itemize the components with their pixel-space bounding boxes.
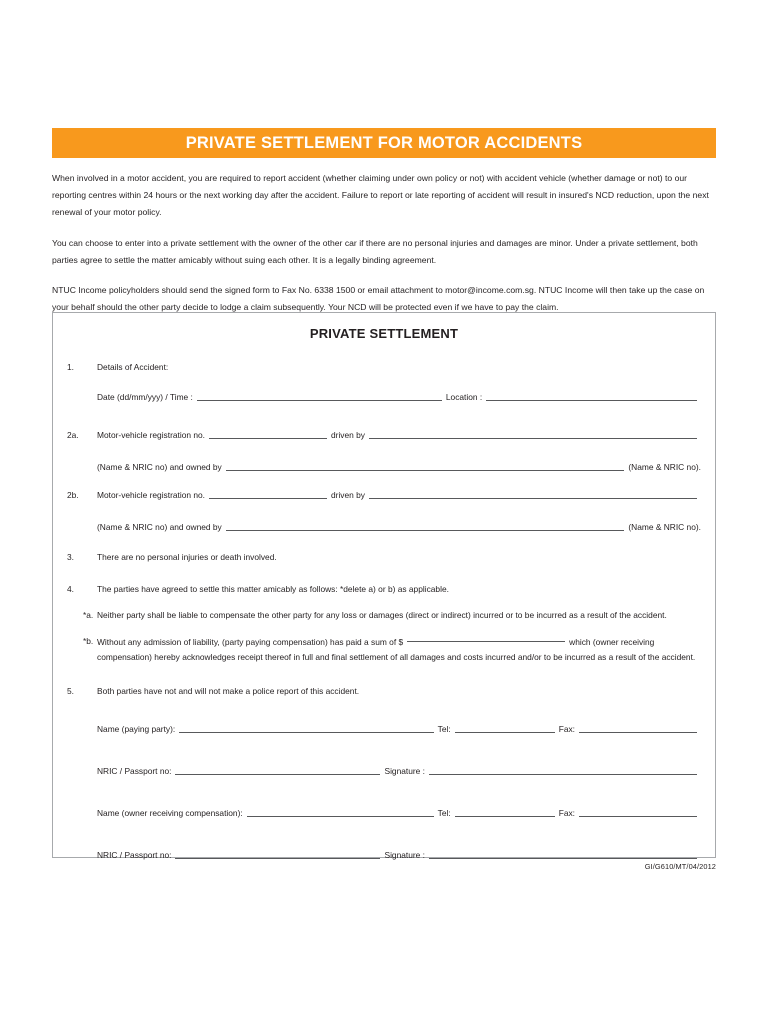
spacer [67, 735, 701, 765]
item-4a-text: Neither party shall be liable to compensate the other party for any loss or damages (direct or indirect) incurred or to be incurred as a result of the accident. [97, 610, 667, 620]
page-title: PRIVATE SETTLEMENT FOR MOTOR ACCIDENTS [185, 133, 583, 152]
paying-party-nric-input-line[interactable] [175, 773, 380, 775]
spacer [67, 777, 701, 807]
location-input-line[interactable] [486, 399, 697, 401]
intro-paragraph-1: When involved in a motor accident, you are required to report accident (whether claiming under own policy or not) with accident vehicle (whether damage or not) to our reporting centres within 24 hours or the next working day after the accident. Failure to report or late reporting of accident will result in insured's NCD reduction, upon the next renewal of your motor policy. [52, 173, 709, 218]
intro-paragraph-3: NTUC Income policyholders should send the signed form to Fax No. 6338 1500 or email attachment to motor@income.com.sg. NTUC Income will then take up the case on your behalf should the other party decide to lodge a claim subsequently. Your NCD will be protected even if we have to pay the claim. [52, 285, 705, 313]
receiving-party-tel-label: Tel: [437, 808, 451, 818]
spacer [67, 473, 701, 489]
form-item-2b-owner-row [67, 521, 701, 533]
form-item-2b-vehicle-row [67, 489, 701, 501]
paying-party-fax-label: Fax: [558, 724, 575, 734]
item-2b-driven-by-label: driven by [331, 490, 365, 500]
paying-party-fax-input-line[interactable] [579, 731, 697, 733]
spacer [67, 403, 701, 429]
item-1-heading-label: Details of Accident: [97, 362, 169, 372]
receiving-party-fax-input-line[interactable] [579, 815, 697, 817]
item-4b-text-wrapper [97, 635, 701, 665]
spacer [67, 595, 701, 609]
spacer [67, 819, 701, 849]
item-5-text: Both parties have not and will not make a police report of this accident. [97, 686, 360, 696]
item-2a-owned-by-label: (Name & NRIC no) and owned by [97, 462, 222, 472]
spacer [67, 665, 701, 685]
item-5-number: 5. [67, 686, 74, 696]
item-2b-number: 2b. [67, 490, 79, 500]
item-4b-number: *b. [83, 636, 94, 646]
date-time-label: Date (dd/mm/yyy) / Time : [97, 392, 193, 402]
item-2a-name-nric-suffix: (Name & NRIC no). [628, 462, 701, 472]
item-2b-driver-input-line[interactable] [369, 497, 697, 499]
form-item-2a-owner-row [67, 461, 701, 473]
form-item-2a-vehicle-row [67, 429, 701, 441]
paying-party-signature-label: Signature : [384, 766, 425, 776]
form-item-5-row [67, 685, 701, 697]
item-4b-amount-input-line[interactable] [407, 640, 565, 642]
receiving-party-nric-label: NRIC / Passport no: [97, 850, 172, 860]
spacer [67, 621, 701, 635]
item-2a-registration-label: Motor-vehicle registration no. [97, 430, 205, 440]
item-4b-text-after-amount: which (owner receiving compensation) hereby acknowledges receipt thereof in full and final settlement of all damages and costs incurred and/or to be incurred as a result of the accident. [97, 637, 696, 662]
location-label: Location : [445, 392, 483, 402]
item-2a-number: 2a. [67, 430, 79, 440]
item-2a-driver-input-line[interactable] [369, 437, 697, 439]
receiving-party-name-row [67, 807, 701, 819]
item-3-number: 3. [67, 552, 74, 562]
paying-party-name-label: Name (paying party): [97, 724, 176, 734]
form-heading: PRIVATE SETTLEMENT [309, 326, 459, 341]
item-4-text: The parties have agreed to settle this matter amicably as follows: *delete a) or b) as applicable. [97, 584, 449, 594]
spacer [67, 563, 701, 583]
item-2a-owner-input-line[interactable] [226, 469, 625, 471]
item-2b-name-nric-suffix: (Name & NRIC no). [628, 522, 701, 532]
spacer [67, 533, 701, 551]
form-fields-container [53, 361, 715, 861]
date-time-input-line[interactable] [197, 399, 442, 401]
receiving-party-signature-label: Signature : [384, 850, 425, 860]
form-item-1-date-location-row [67, 391, 701, 403]
paying-party-tel-label: Tel: [437, 724, 451, 734]
form-item-1-heading-row [67, 361, 701, 373]
receiving-party-name-label: Name (owner receiving compensation): [97, 808, 243, 818]
receiving-party-tel-input-line[interactable] [455, 815, 555, 817]
item-2b-registration-label: Motor-vehicle registration no. [97, 490, 205, 500]
item-2a-driven-by-label: driven by [331, 430, 365, 440]
receiving-party-nric-row [67, 849, 701, 861]
footer-document-code: GI/G610/MT/04/2012 [644, 862, 716, 871]
intro-text-block [52, 170, 716, 329]
form-item-4-row [67, 583, 701, 595]
document-title-banner [52, 128, 716, 158]
item-2b-owned-by-label: (Name & NRIC no) and owned by [97, 522, 222, 532]
spacer [67, 373, 701, 391]
item-2b-registration-input-line[interactable] [209, 497, 327, 499]
paying-party-name-input-line[interactable] [179, 731, 433, 733]
receiving-party-name-input-line[interactable] [247, 815, 434, 817]
paying-party-signature-input-line[interactable] [429, 773, 697, 775]
receiving-party-fax-label: Fax: [558, 808, 575, 818]
spacer [67, 501, 701, 521]
paying-party-nric-row [67, 765, 701, 777]
form-item-3-row [67, 551, 701, 563]
item-4b-text-before-amount: Without any admission of liability, (party paying compensation) has paid a sum of $ [97, 637, 404, 647]
paying-party-name-row [67, 723, 701, 735]
item-1-number: 1. [67, 362, 74, 372]
item-2b-owner-input-line[interactable] [226, 529, 625, 531]
item-3-text: There are no personal injuries or death involved. [97, 552, 277, 562]
receiving-party-nric-input-line[interactable] [175, 857, 380, 859]
spacer [67, 697, 701, 723]
item-4-number: 4. [67, 584, 74, 594]
form-item-4b-row [67, 635, 701, 665]
intro-paragraph-2: You can choose to enter into a private settlement with the owner of the other car if there are no personal injuries and damages are minor. Under a private settlement, both parties agree to settle the matter amicably without suing each other. It is a legally binding agreement. [52, 237, 698, 265]
spacer [67, 441, 701, 461]
receiving-party-signature-input-line[interactable] [429, 857, 697, 859]
item-2a-registration-input-line[interactable] [209, 437, 327, 439]
form-item-4a-row [67, 609, 701, 621]
private-settlement-form-box [52, 312, 716, 858]
paying-party-nric-label: NRIC / Passport no: [97, 766, 172, 776]
paying-party-tel-input-line[interactable] [455, 731, 555, 733]
item-4a-number: *a. [83, 610, 94, 620]
